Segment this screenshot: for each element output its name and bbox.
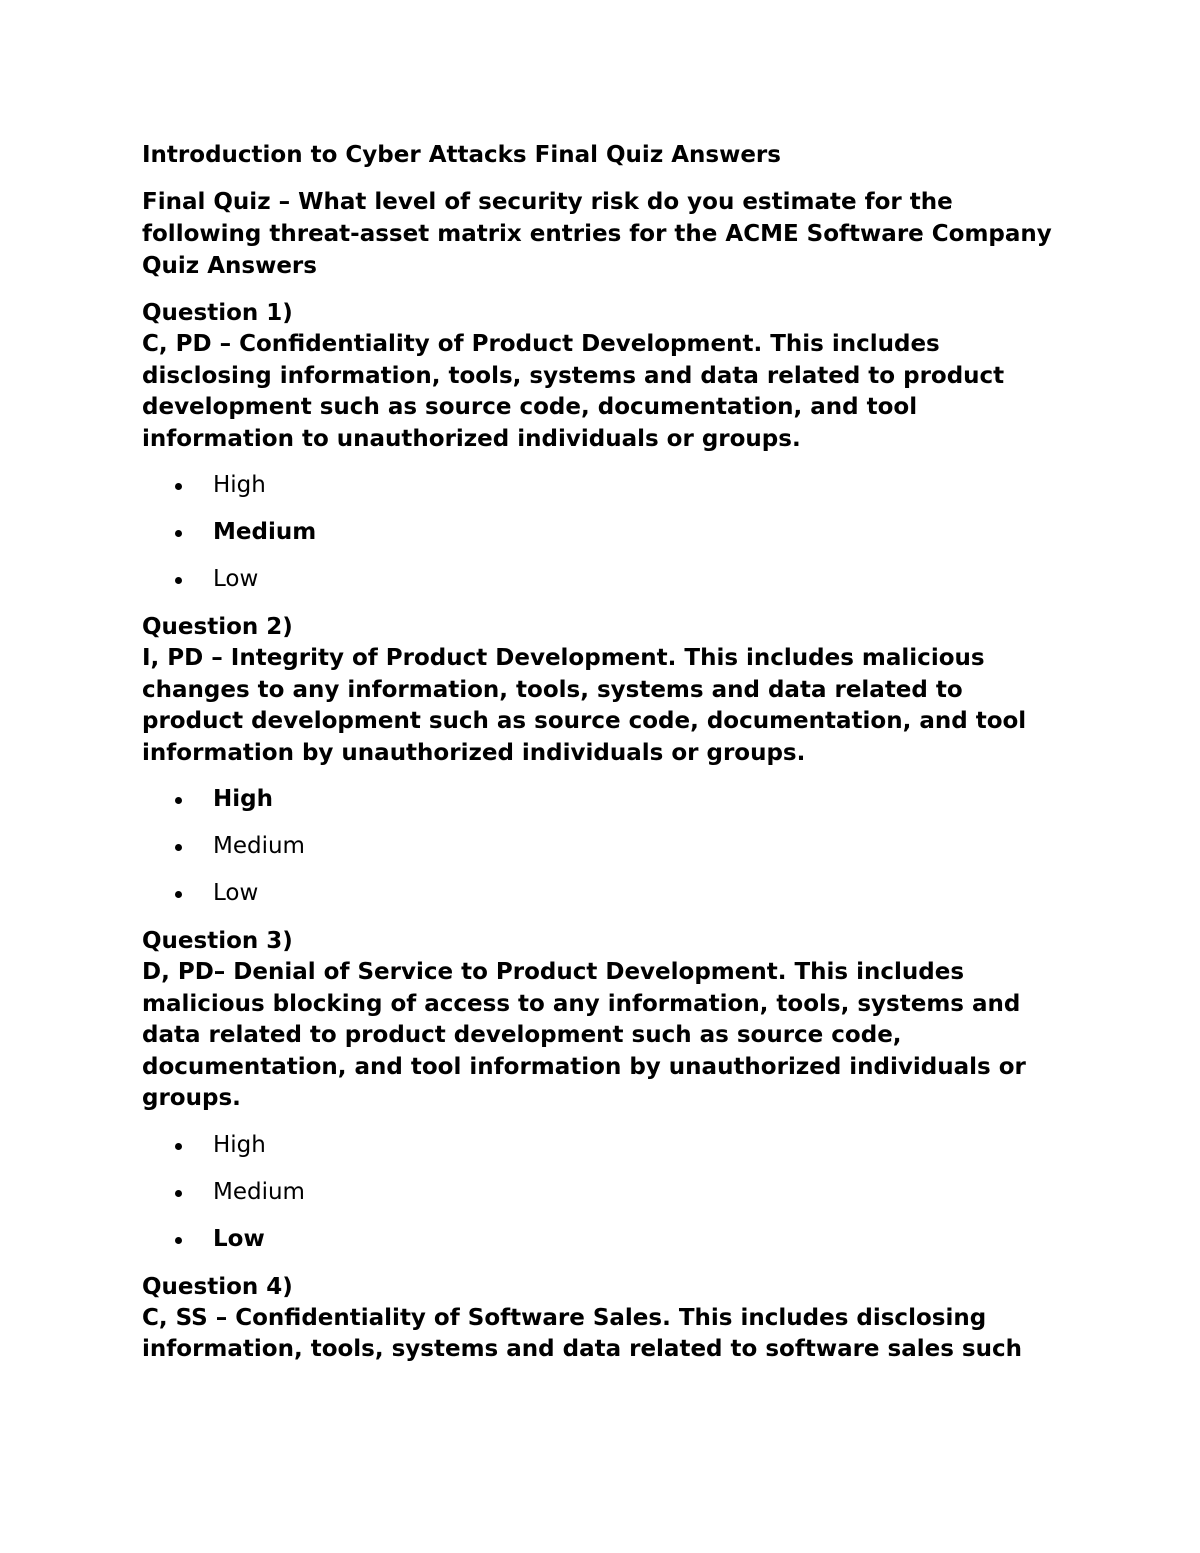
- bullet-icon: [175, 797, 182, 804]
- answer-option-high[interactable]: [142, 1129, 1062, 1161]
- option-label: Low: [213, 566, 259, 592]
- question-4: [142, 1271, 1062, 1366]
- document-subtitle: Final Quiz – What level of security risk do you estimate for the following threat-asset matrix entries for the ACME Software Company Quiz Answers: [142, 189, 1052, 279]
- answer-option-high[interactable]: [142, 469, 1062, 501]
- document-page: [142, 139, 1062, 1366]
- option-label: Medium: [213, 1178, 305, 1205]
- answer-options: [142, 469, 1062, 595]
- option-label: Medium: [213, 833, 305, 859]
- question-text: I, PD – Integrity of Product Development. This includes malicious changes to any information, tools, systems and data related to product development such as source code, documentation, and tool information by unauthorized individuals or groups.: [142, 645, 1027, 766]
- document-title: Introduction to Cyber Attacks Final Quiz Answers: [142, 142, 781, 168]
- question-1: [142, 297, 1062, 595]
- bullet-icon: [175, 577, 182, 584]
- answer-option-low[interactable]: [142, 877, 1062, 909]
- option-label: Low: [213, 880, 259, 906]
- option-label: High: [213, 472, 266, 498]
- answer-option-high[interactable]: [142, 783, 1062, 815]
- question-heading: Question 4): [142, 1273, 293, 1300]
- option-label: High: [213, 1131, 266, 1158]
- answer-options: [142, 1129, 1062, 1255]
- option-label: High: [213, 786, 273, 812]
- answer-option-low[interactable]: [142, 563, 1062, 595]
- option-label: Medium: [213, 519, 317, 545]
- bullet-icon: [175, 483, 182, 490]
- question-heading: Question 2): [142, 614, 293, 640]
- bullet-icon: [175, 530, 182, 537]
- answer-option-medium[interactable]: [142, 1176, 1062, 1208]
- bullet-icon: [175, 1237, 182, 1244]
- question-text: C, SS – Confidentiality of Software Sales. This includes disclosing information, tools, systems and data related to software sales such: [142, 1304, 1022, 1362]
- answer-option-low[interactable]: [142, 1223, 1062, 1255]
- question-heading: Question 1): [142, 300, 293, 326]
- bullet-icon: [175, 844, 182, 851]
- question-3: [142, 925, 1062, 1255]
- bullet-icon: [175, 1143, 182, 1150]
- answer-options: [142, 783, 1062, 909]
- question-heading: Question 3): [142, 928, 293, 954]
- option-label: Low: [213, 1225, 265, 1252]
- answer-option-medium[interactable]: [142, 830, 1062, 862]
- question-text: C, PD – Confidentiality of Product Development. This includes disclosing information, tools, systems and data related to product development such as source code, documentation, and tool information to unauthorized individuals or groups.: [142, 331, 1005, 452]
- question-text: D, PD– Denial of Service to Product Development. This includes malicious blocking of access to any information, tools, systems and data related to product development such as source code, documentation, and tool information by unauthorized individuals or groups.: [142, 959, 1026, 1111]
- answer-option-medium[interactable]: [142, 516, 1062, 548]
- bullet-icon: [175, 891, 182, 898]
- question-2: [142, 611, 1062, 909]
- bullet-icon: [175, 1190, 182, 1197]
